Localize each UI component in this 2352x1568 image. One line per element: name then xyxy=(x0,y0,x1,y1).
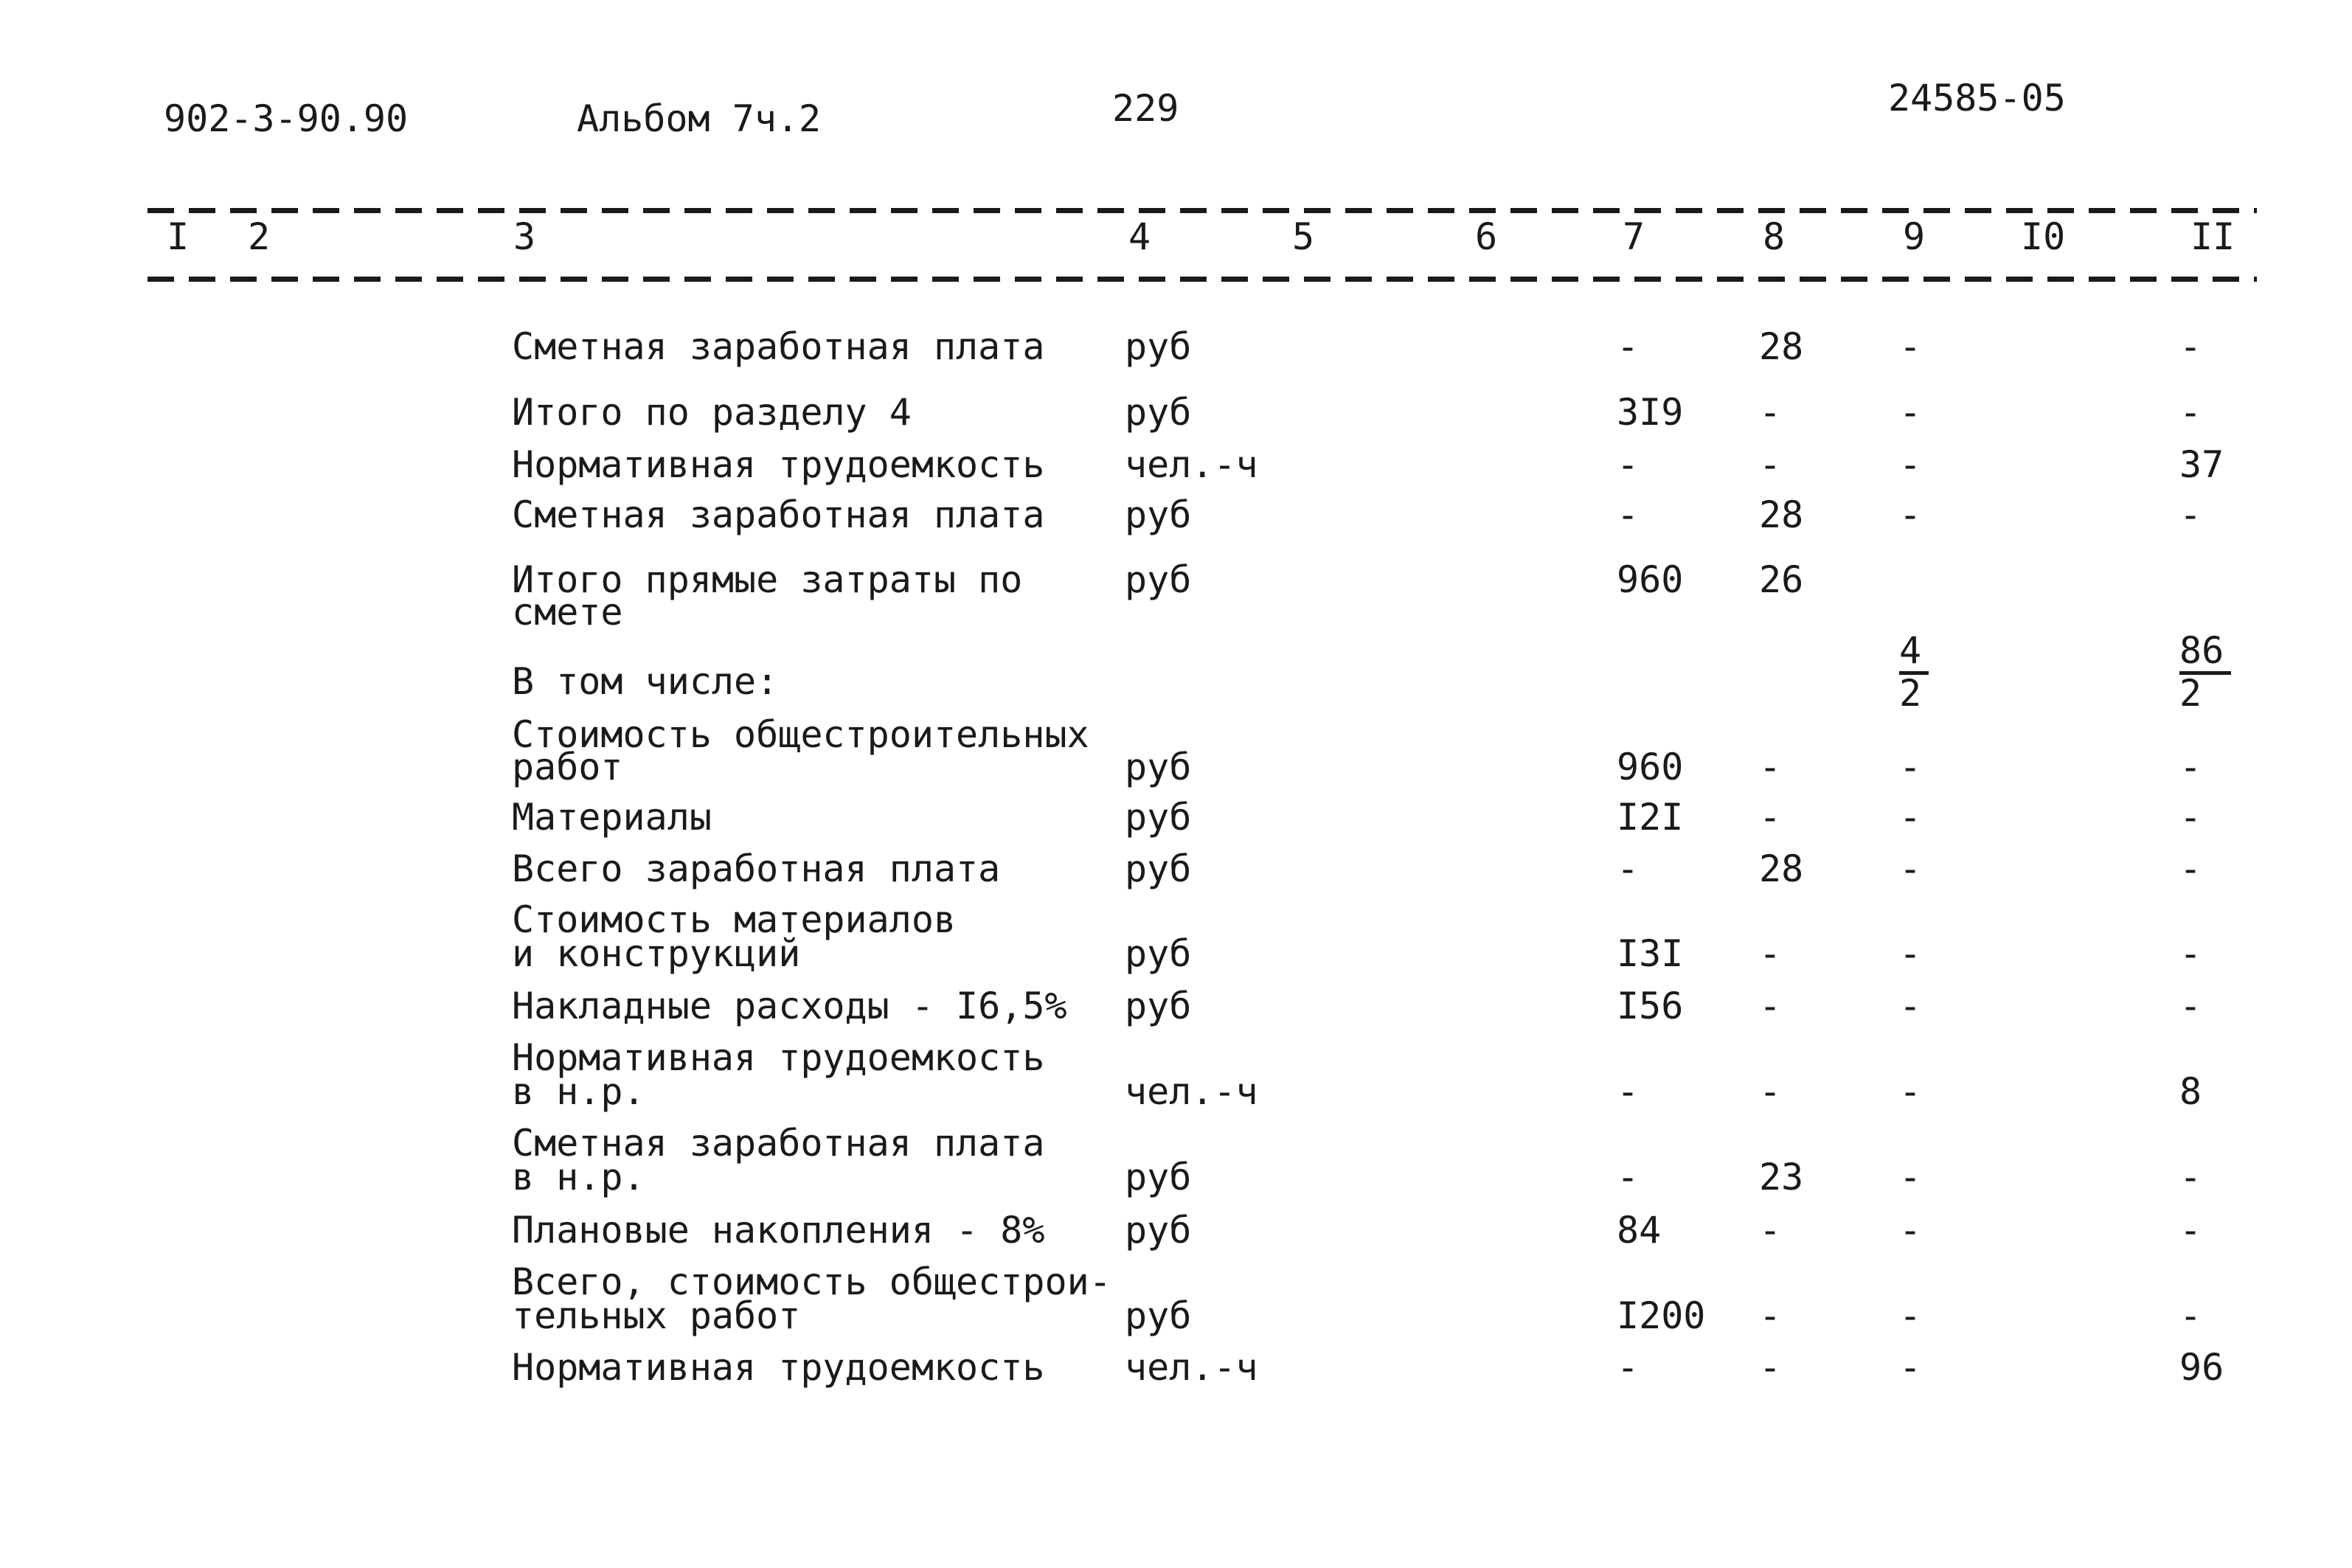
row-label: Нормативная трудоемкость xyxy=(512,443,1045,486)
labor-cell: 8 xyxy=(2179,1070,2202,1113)
labor-fraction xyxy=(2179,562,2313,715)
column-number: I0 xyxy=(2021,215,2066,258)
col9-cell: - xyxy=(1899,1346,1922,1389)
unit-cell: руб xyxy=(1125,932,1192,975)
column-number: 5 xyxy=(1292,215,1315,258)
column-number: 3 xyxy=(513,215,536,258)
cost-cell: - xyxy=(1617,325,1640,368)
row-label-continued: смете xyxy=(512,591,623,634)
cost-cell: - xyxy=(1617,1346,1640,1389)
unit-cell: руб xyxy=(1125,558,1192,601)
col9-cell: - xyxy=(1899,493,1922,536)
column-number: 2 xyxy=(248,215,271,258)
cost-cell: I3I xyxy=(1617,932,1684,975)
col9-cell: - xyxy=(1899,325,1922,368)
row-label: В том числе: xyxy=(512,660,779,703)
unit-cell: руб xyxy=(1125,1156,1192,1198)
labor-cell: - xyxy=(2179,1156,2202,1198)
row-label: Стоимость общестроительных xyxy=(512,713,1089,756)
fraction-numerator: 86 xyxy=(2179,633,2231,675)
col9-cell: - xyxy=(1899,796,1922,839)
column-number: 4 xyxy=(1128,215,1151,258)
wage-cell: 28 xyxy=(1759,325,1804,368)
unit-cell: руб xyxy=(1125,985,1192,1027)
unit-cell: руб xyxy=(1125,1294,1192,1337)
row-label-continued: тельных работ xyxy=(512,1294,801,1337)
wage-cell: - xyxy=(1759,985,1782,1027)
row-label-continued: и конструкций xyxy=(512,932,801,975)
cost-cell: I200 xyxy=(1617,1294,1706,1337)
wage-cell: 26 xyxy=(1759,558,1804,601)
album-label: Альбом 7ч.2 xyxy=(577,97,822,140)
col9-cell: - xyxy=(1899,985,1922,1027)
col9-cell: - xyxy=(1899,932,1922,975)
labor-cell: - xyxy=(2179,1294,2202,1337)
row-label: Итого прямые затраты по xyxy=(512,558,1023,601)
col9-cell: - xyxy=(1899,1209,1922,1252)
row-label: Сметная заработная плата xyxy=(512,493,1045,536)
row-label-continued: в н.р. xyxy=(512,1070,645,1113)
fraction-denominator: 2 xyxy=(1899,672,1922,715)
labor-cell: - xyxy=(2179,847,2202,890)
labor-cell: - xyxy=(2179,796,2202,839)
row-label: Сметная заработная плата xyxy=(512,325,1045,368)
row-label: Сметная заработная плата xyxy=(512,1122,1045,1165)
column-number: 9 xyxy=(1903,215,1926,258)
column-number: II xyxy=(2190,215,2235,258)
wage-cell: - xyxy=(1759,1070,1782,1113)
wage-cell: - xyxy=(1759,1346,1782,1389)
col9-cell: - xyxy=(1899,847,1922,890)
cost-cell: 960 xyxy=(1617,746,1684,788)
col9-cell: - xyxy=(1899,1070,1922,1113)
cost-cell: I2I xyxy=(1617,796,1684,839)
unit-cell: руб xyxy=(1125,391,1192,434)
column-number: 8 xyxy=(1763,215,1786,258)
unit-cell: руб xyxy=(1125,847,1192,890)
row-label: Всего, стоимость общестрои- xyxy=(512,1260,1111,1303)
cost-cell: - xyxy=(1617,847,1640,890)
column-number: 6 xyxy=(1475,215,1498,258)
labor-cell: 96 xyxy=(2179,1346,2224,1389)
row-label: Материалы xyxy=(512,796,712,839)
col9-cell: - xyxy=(1899,391,1922,434)
labor-cell: - xyxy=(2179,325,2202,368)
col9-cell: - xyxy=(1899,443,1922,486)
wage-cell: - xyxy=(1759,443,1782,486)
unit-cell: руб xyxy=(1125,796,1192,839)
row-label-continued: в н.р. xyxy=(512,1156,645,1198)
col9-cell: - xyxy=(1899,1294,1922,1337)
wage-cell: 28 xyxy=(1759,493,1804,536)
cost-cell: I56 xyxy=(1617,985,1684,1027)
fraction-numerator: 4 xyxy=(1899,633,1929,675)
fraction-denominator: 2 xyxy=(2179,672,2202,715)
column-number: I xyxy=(167,215,190,258)
col9-cell: - xyxy=(1899,1156,1922,1198)
row-label: Плановые накопления - 8% xyxy=(512,1209,1045,1252)
document-code: 902-3-90.90 xyxy=(164,97,409,140)
unit-cell: руб xyxy=(1125,1209,1192,1252)
labor-cell: - xyxy=(2179,985,2202,1027)
wage-cell: - xyxy=(1759,796,1782,839)
row-label: Всего заработная плата xyxy=(512,847,1001,890)
labor-cell: - xyxy=(2179,493,2202,536)
unit-cell: руб xyxy=(1125,493,1192,536)
wage-cell: - xyxy=(1759,1294,1782,1337)
labor-cell: - xyxy=(2179,1209,2202,1252)
wage-cell: 23 xyxy=(1759,1156,1804,1198)
wage-cell: 28 xyxy=(1759,847,1804,890)
unit-cell: руб xyxy=(1125,325,1192,368)
cost-cell: 84 xyxy=(1617,1209,1662,1252)
wage-cell: - xyxy=(1759,932,1782,975)
labor-cell: - xyxy=(2179,746,2202,788)
page-number: 229 xyxy=(1112,87,1179,130)
labor-cell: 37 xyxy=(2179,443,2224,486)
row-label: Итого по разделу 4 xyxy=(512,391,912,434)
cost-cell: 3I9 xyxy=(1617,391,1684,434)
labor-cell: - xyxy=(2179,391,2202,434)
column-number: 7 xyxy=(1623,215,1645,258)
wage-cell: - xyxy=(1759,391,1782,434)
row-label: Нормативная трудоемкость xyxy=(512,1036,1045,1079)
col9-cell: - xyxy=(1899,746,1922,788)
row-label-continued: работ xyxy=(512,746,623,788)
row-label: Накладные расходы - I6,5% xyxy=(512,985,1067,1027)
wage-cell: - xyxy=(1759,746,1782,788)
document-number: 24585-05 xyxy=(1888,77,2066,119)
header-divider xyxy=(148,277,2257,282)
unit-cell: чел.-ч xyxy=(1125,443,1258,486)
wage-cell: - xyxy=(1759,1209,1782,1252)
col9-fraction xyxy=(1899,562,2033,715)
unit-cell: чел.-ч xyxy=(1125,1070,1258,1113)
row-label: Нормативная трудоемкость xyxy=(512,1346,1045,1389)
unit-cell: чел.-ч xyxy=(1125,1346,1258,1389)
labor-cell: - xyxy=(2179,932,2202,975)
cost-cell: - xyxy=(1617,443,1640,486)
row-label: Стоимость материалов xyxy=(512,898,957,941)
cost-cell: - xyxy=(1617,1070,1640,1113)
cost-cell: - xyxy=(1617,493,1640,536)
cost-cell: - xyxy=(1617,1156,1640,1198)
cost-cell: 960 xyxy=(1617,558,1684,601)
top-divider xyxy=(148,208,2257,213)
unit-cell: руб xyxy=(1125,746,1192,788)
